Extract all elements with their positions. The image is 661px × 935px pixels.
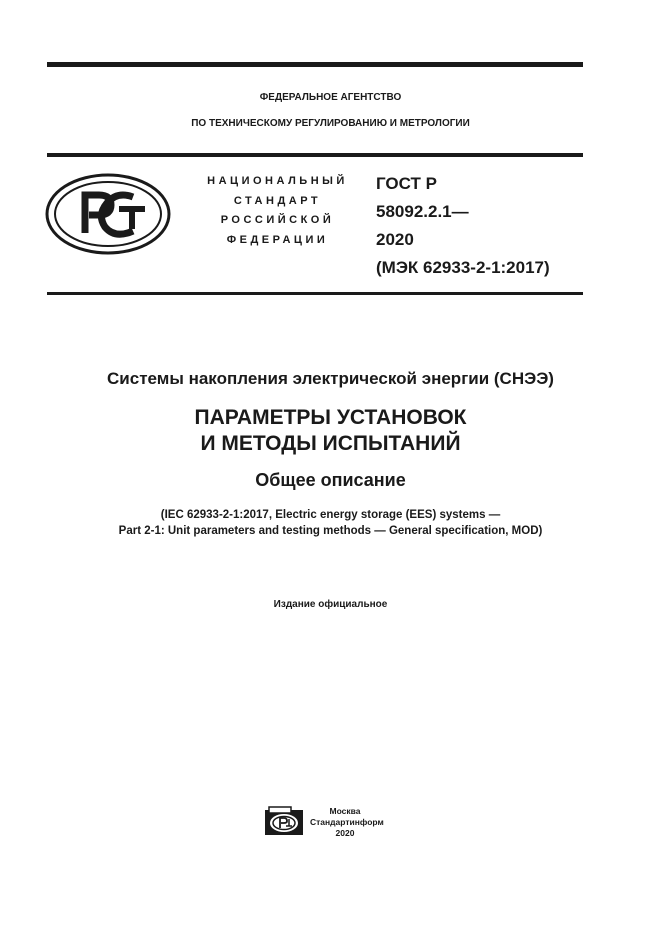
gost-line: 2020 xyxy=(376,230,414,249)
title-line: ПАРАМЕТРЫ УСТАНОВОК xyxy=(194,406,467,429)
document-title xyxy=(0,405,661,457)
publisher-info xyxy=(310,806,384,839)
document-subtitle: Системы накопления электрической энергии (СНЭЭ) xyxy=(107,369,554,388)
national-standard-line: РОССИЙСКОЙ xyxy=(220,214,335,226)
document-description: Общее описание xyxy=(255,470,406,490)
gost-designation xyxy=(376,170,550,282)
gost-line: 58092.2.1— xyxy=(376,202,469,221)
publisher-name: Стандартинформ xyxy=(310,817,384,827)
agency-name-line1: ФЕДЕРАЛЬНОЕ АГЕНТСТВО xyxy=(259,92,402,103)
standard-block-divider xyxy=(47,292,583,295)
header-divider xyxy=(47,153,583,157)
national-standard-line: СТАНДАРТ xyxy=(233,194,322,207)
gost-line: (МЭК 62933-2-1:2017) xyxy=(376,258,550,277)
publisher-city: Москва xyxy=(329,806,361,816)
publisher-year: 2020 xyxy=(335,828,355,838)
iec-line: (IEC 62933-2-1:2017, Electric energy storage (EES) systems — xyxy=(160,509,501,521)
agency-name-line2: ПО ТЕХНИЧЕСКОМУ РЕГУЛИРОВАНИЮ И МЕТРОЛОГИИ xyxy=(191,118,470,129)
standartinform-logo-icon xyxy=(264,806,304,836)
iec-line: Part 2-1: Unit parameters and testing methods — General specification, MOD) xyxy=(118,525,543,537)
edition-label: Издание официальное xyxy=(273,599,388,610)
national-standard-label xyxy=(190,172,365,250)
iec-reference xyxy=(0,507,661,539)
national-standard-line: ФЕДЕРАЦИИ xyxy=(226,233,329,246)
top-divider xyxy=(47,62,583,67)
gost-line: ГОСТ Р xyxy=(376,174,437,193)
national-standard-line: НАЦИОНАЛЬНЫЙ xyxy=(207,175,348,187)
rst-certification-mark-icon xyxy=(45,173,171,255)
title-line: И МЕТОДЫ ИСПЫТАНИЙ xyxy=(200,432,461,455)
